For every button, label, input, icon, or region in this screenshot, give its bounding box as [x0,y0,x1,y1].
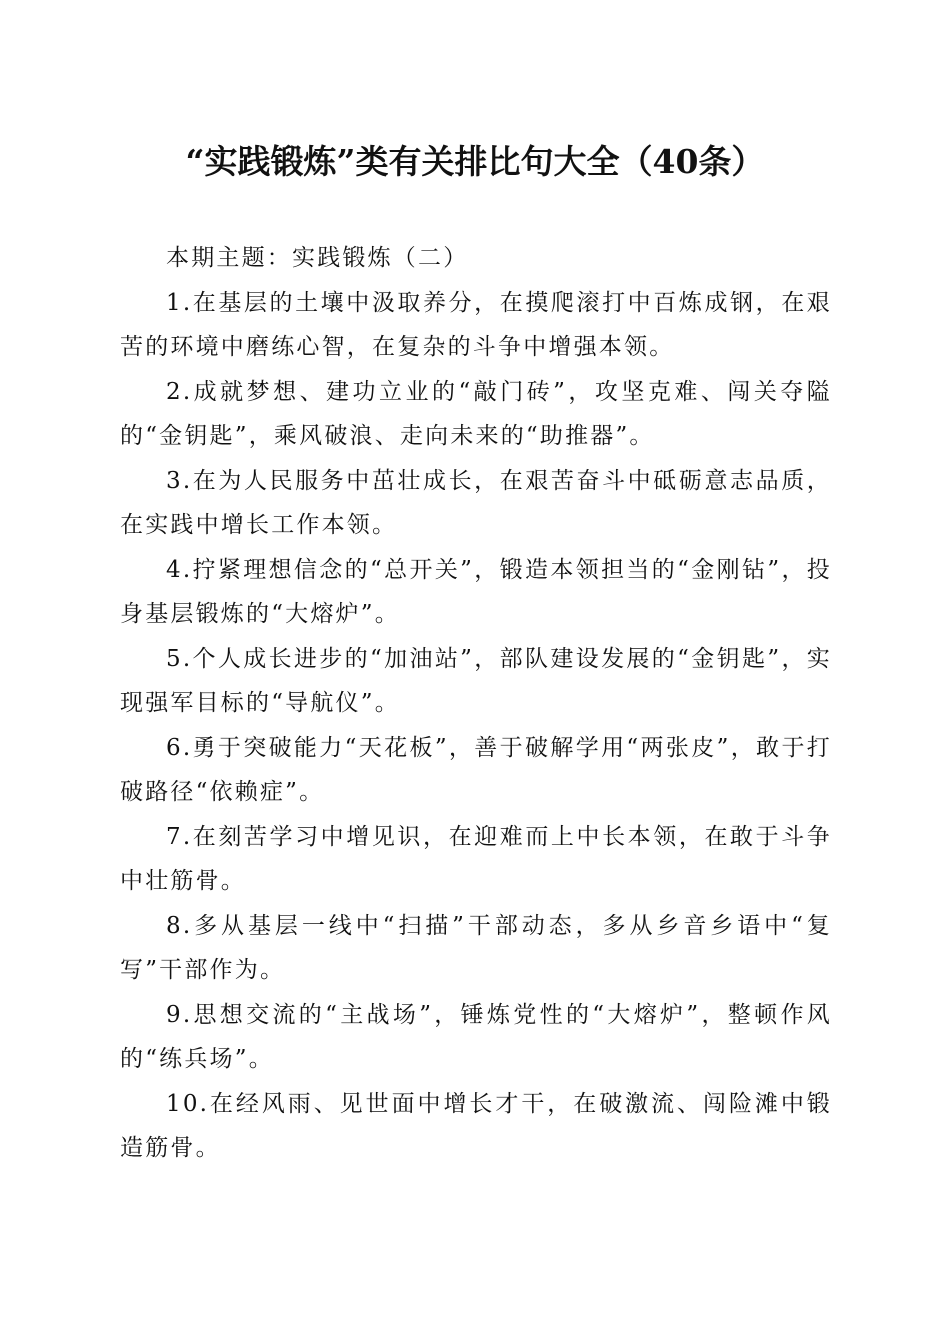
list-item: 8.多从基层一线中“扫描”干部动态，多从乡音乡语中“复写”干部作为。 [120,912,832,983]
list-item: 4.拧紧理想信念的“总开关”，锻造本领担当的“金刚钻”，投身基层锻炼的“大熔炉”。 [120,556,832,627]
list-item: 1.在基层的土壤中汲取养分，在摸爬滚打中百炼成钢，在艰苦的环境中磨练心智，在复杂的斗争中增强本领。 [120,289,832,360]
list-item: 3.在为人民服务中茁壮成长，在艰苦奋斗中砥砺意志品质，在实践中增长工作本领。 [120,467,832,538]
document-title: “实践锻炼”类有关排比句大全（40条） [185,142,765,181]
list-item: 9.思想交流的“主战场”，锤炼党性的“大熔炉”，整顿作风的“练兵场”。 [120,1001,832,1072]
document-body [120,236,832,1171]
list-item: 2.成就梦想、建功立业的“敲门砖”，攻坚克难、闯关夺隘的“金钥匙”，乘风破浪、走向未来的“助推器”。 [120,378,832,449]
list-item: 5.个人成长进步的“加油站”，部队建设发展的“金钥匙”，实现强军目标的“导航仪”。 [120,645,832,716]
list-item: 7.在刻苦学习中增见识，在迎难而上中长本领，在敢于斗争中壮筋骨。 [120,823,832,894]
list-item: 10.在经风雨、见世面中增长才干，在破激流、闯险滩中锻造筋骨。 [120,1090,832,1161]
theme-line: 本期主题：实践锻炼（二） [166,245,469,271]
list-item: 6.勇于突破能力“天花板”，善于破解学用“两张皮”，敢于打破路径“依赖症”。 [120,734,832,805]
